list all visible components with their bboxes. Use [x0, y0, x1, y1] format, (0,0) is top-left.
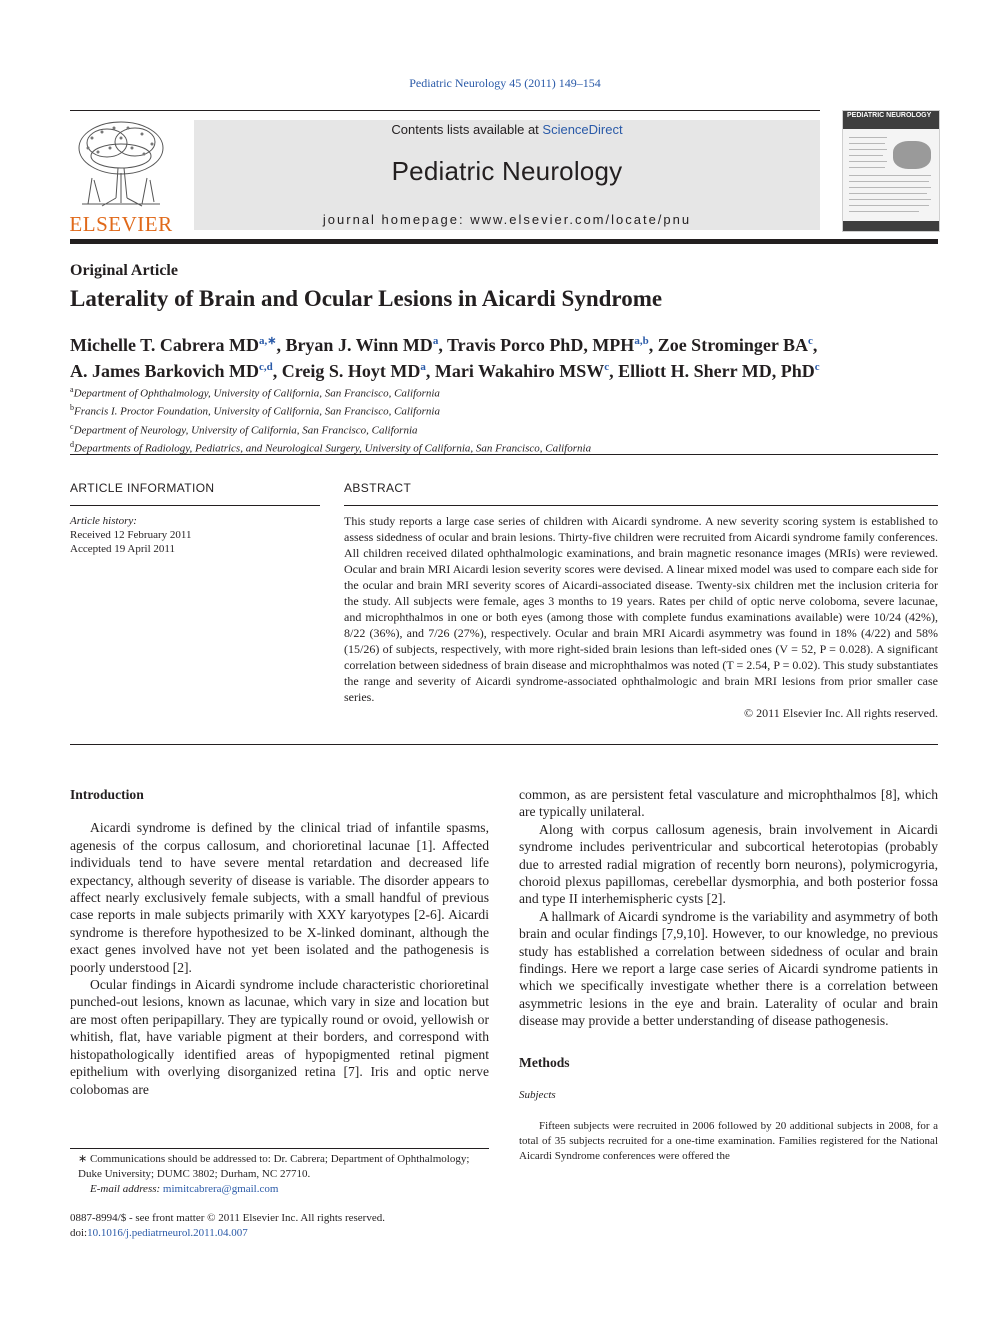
introduction-heading: Introduction: [70, 787, 144, 802]
author-name: Elliott H. Sherr MD, PhD: [618, 361, 815, 381]
affiliation-key: b: [70, 403, 74, 413]
abstract-text: [344, 513, 938, 721]
author-affiliation-marker[interactable]: c: [604, 361, 610, 373]
journal-citation[interactable]: Pediatric Neurology 45 (2011) 149–154: [409, 76, 601, 90]
journal-homepage[interactable]: journal homepage: www.elsevier.com/locate/pnu: [322, 212, 692, 227]
author-name: Travis Porco PhD, MPH: [447, 335, 635, 355]
subjects-heading: Subjects: [519, 1089, 556, 1102]
header-thick-rule: [70, 239, 938, 244]
author-affiliation-marker[interactable]: a: [420, 361, 426, 373]
journal-banner: [194, 120, 820, 230]
affiliation-key: a: [70, 385, 74, 394]
author-name: A. James Barkovich MD: [70, 361, 259, 381]
author-separator: ,: [609, 361, 619, 381]
cover-line: [849, 181, 929, 182]
footnote-text: ∗ Communications should be addressed to: Dr. Cabrera; Department of Ophthalmology; Duke University; DUMC 3802; Durham, NC 27710.: [78, 1153, 470, 1180]
cover-line: [849, 161, 887, 162]
article-type: Original Article: [70, 262, 178, 279]
email-label: E-mail address:: [90, 1183, 163, 1195]
contents-prefix: Contents lists available at: [391, 122, 543, 137]
methods-heading: Methods: [519, 1054, 570, 1070]
author-affiliation-marker[interactable]: c: [814, 361, 820, 373]
cover-line: [849, 149, 887, 150]
cover-line: [849, 167, 885, 168]
author-name: Mari Wakahiro MSW: [434, 361, 605, 381]
affiliation-item: [70, 401, 591, 419]
article-title: Laterality of Brain and Ocular Lesions in Aicardi Syndrome: [70, 286, 663, 311]
author-separator: ,: [272, 361, 282, 381]
affiliation-text: Department of Neurology, University of California, San Francisco, California: [73, 424, 418, 437]
author-line-1: [70, 330, 940, 356]
received-date: Received 12 February 2011: [70, 529, 192, 541]
issn-line: 0887-8994/$ - see front matter © 2011 Elsevier Inc. All rights reserved.: [70, 1212, 385, 1224]
author-list: [70, 330, 940, 382]
journal-cover-thumbnail: [842, 110, 940, 232]
sciencedirect-link[interactable]: ScienceDirect: [542, 122, 623, 137]
header-rule: [70, 110, 820, 111]
cover-line: [849, 143, 885, 144]
author-name: Michelle T. Cabrera MD: [70, 335, 259, 355]
intro-paragraph-1: Aicardi syndrome is defined by the clinical triad of infantile spasms, agenesis of the corpus callosum, and chorioretinal lacunae [1]. Affected individuals tend to have severe mental retardation and decreased life expectancy, although severity of disease is variable. The disorder appears to affect nearly exclusively female subjects, with a small handful of previous case reports in male subjects primarily with XXY karyotypes [2-6]. Aicardi syndrome is therefore hypothesized to be X-linked dominant, although the exact genes involved have not yet been isolated and the pathogenesis is poorly understood [2].: [70, 820, 489, 975]
author-separator: ,: [812, 335, 818, 355]
affiliation-key: d: [70, 439, 74, 449]
article-history: [70, 514, 191, 556]
article-info-heading: ARTICLE INFORMATION: [70, 481, 215, 495]
intro-paragraph-3: Along with corpus callosum agenesis, brain involvement in Aicardi syndrome includes periventricular and subcortical heterotopias (probably due to arrested radial migration of recently born neurons), polymicrogyria, choroid plexus papillomas, cerebellar dysmorphia, and both posterior fossa and type II interhemispheric cysts [2].: [519, 821, 938, 907]
affiliation-text: Francis I. Proctor Foundation, University of California, San Francisco, California: [74, 405, 440, 418]
article-info-rule: [70, 505, 320, 506]
abstract-rule: [344, 505, 938, 506]
author-separator: ,: [425, 361, 435, 381]
elsevier-tree-icon: [72, 118, 170, 210]
affiliation-text: Department of Ophthalmology, University of California, San Francisco, California: [73, 387, 440, 400]
author-affiliation-marker[interactable]: a,∗: [258, 335, 277, 347]
abstract-heading: ABSTRACT: [344, 481, 412, 495]
affiliation-item: [70, 420, 591, 438]
intro-paragraph-2: Ocular findings in Aicardi syndrome include characteristic chorioretinal punched-out lesions, known as lacunae, which vary in size and location but are most often peripapillary. They are typically round or ovoid, yellowish or whitish, flat, have variable pigment at their borders, and correspond with histopathologically identified areas of hypopigmented retinal pigment epithelium with overlying disorganized retina [7]. Iris and optic nerve colobomas are: [70, 977, 489, 1097]
accepted-date: Accepted 19 April 2011: [70, 543, 175, 555]
elsevier-logo: [68, 118, 174, 236]
contents-available: [194, 122, 820, 137]
cover-line: [849, 205, 929, 206]
cover-footer: [843, 221, 939, 231]
author-separator: ,: [276, 335, 286, 355]
doi-link[interactable]: 10.1016/j.pediatrneurol.2011.04.007: [87, 1227, 248, 1239]
author-affiliation-marker[interactable]: c,d: [258, 361, 273, 373]
author-name: Creig S. Hoyt MD: [281, 361, 421, 381]
history-label: Article history:: [70, 515, 137, 527]
affiliations: [70, 383, 591, 456]
cover-line: [849, 187, 931, 188]
abstract-end-rule: [70, 744, 938, 745]
cover-line: [849, 175, 931, 176]
elsevier-wordmark: ELSEVIER: [69, 212, 173, 236]
footnote-rule: [70, 1148, 489, 1149]
author-separator: ,: [438, 335, 447, 355]
author-affiliation-marker[interactable]: a: [432, 335, 439, 347]
doi-label: doi:: [70, 1227, 88, 1239]
affiliation-item: [70, 383, 591, 401]
correspondence-footnote: [70, 1152, 489, 1197]
cover-line: [849, 199, 931, 200]
issn-doi: [70, 1211, 385, 1241]
cover-line: [849, 155, 883, 156]
author-affiliation-marker[interactable]: a,b: [634, 335, 649, 347]
cover-title: PEDIATRIC NEUROLOGY: [843, 111, 939, 129]
section-rule: [70, 454, 938, 455]
email-link[interactable]: mimitcabrera@gmail.com: [162, 1183, 279, 1195]
author-affiliation-marker[interactable]: c: [808, 335, 813, 347]
journal-name: Pediatric Neurology: [391, 156, 623, 186]
author-line-2: [70, 356, 940, 382]
cover-line: [849, 137, 887, 138]
subjects-paragraph: Fifteen subjects were recruited in 2006 followed by 20 additional subjects in 2008, for a total of 35 subjects recruited for a one-time examination. Families registered for the National Aicardi Syndrome conferences were offered the: [519, 1119, 938, 1162]
author-name: Zoe Strominger BA: [657, 335, 809, 355]
author-separator: ,: [648, 335, 658, 355]
cover-line: [849, 211, 919, 212]
intro-paragraph-2-continued: common, as are persistent fetal vasculature and microphthalmos [8], which are typically unilateral.: [519, 787, 938, 820]
affiliation-text: Departments of Radiology, Pediatrics, and Neurological Surgery, University of California, San Francisco, California: [74, 442, 592, 455]
right-column: [519, 786, 938, 1164]
abstract-body: This study reports a large case series of children with Aicardi syndrome. A new severity scoring system is established to assess sidedness of ocular and brain lesions. Thirty-five children were recruited from Aicardi syndrome family conferences. All children received dilated ophthalmologic examinations, and brain magnetic resonance images (MRIs) were reviewed. Ocular and brain MRI Aicardi lesion severity scores were devised. A linear mixed model was used to compare each side for the ocular and brain MRI severity scores of Aicardi-associated disease. Twenty-six children met the inclusion criteria for the study. All subjects were female, ages 3 months to 19 years. Rates per child of optic nerve coloboma, severe lacunae, and microphthalmos in one or both eyes (among those with complete fundus examinations available) were 10/24 (42%), 8/22 (36%), and 7/26 (27%), respectively. Ocular and brain MRI Aicardi asymmetry was found in 18% (4/22) and 58% (15/26) of subjects, respectively, with more right-sided brain lesions than left-sided ones (V = 52, P = 0.028). A significant correlation between sidedness of brain disease and microphthalmos was noted (T = 2.54, P = 0.02). This study substantiates the range and severity of Aicardi syndrome-associated ophthalmologic and brain MRI lesions from prior smaller case series.: [344, 514, 938, 704]
abstract-copyright: © 2011 Elsevier Inc. All rights reserved.: [744, 706, 938, 720]
cover-line: [849, 193, 927, 194]
left-column: [70, 786, 489, 1098]
author-name: Bryan J. Winn MD: [285, 335, 433, 355]
cover-image: [893, 141, 931, 169]
intro-paragraph-4: A hallmark of Aicardi syndrome is the variability and asymmetry of both brain and ocular findings [7,9,10]. However, to our knowledge, no previous study has established a correlation between sidedness of ocular and brain findings. Here we report a large case series of Aicardi syndrome patients in which we specifically investigate whether there is a correlation between asymmetric lesions in the eye and brain. Laterality of ocular and brain disease may provide a better understanding of disease pathogenesis.: [519, 908, 938, 1029]
affiliation-key: c: [70, 421, 74, 431]
